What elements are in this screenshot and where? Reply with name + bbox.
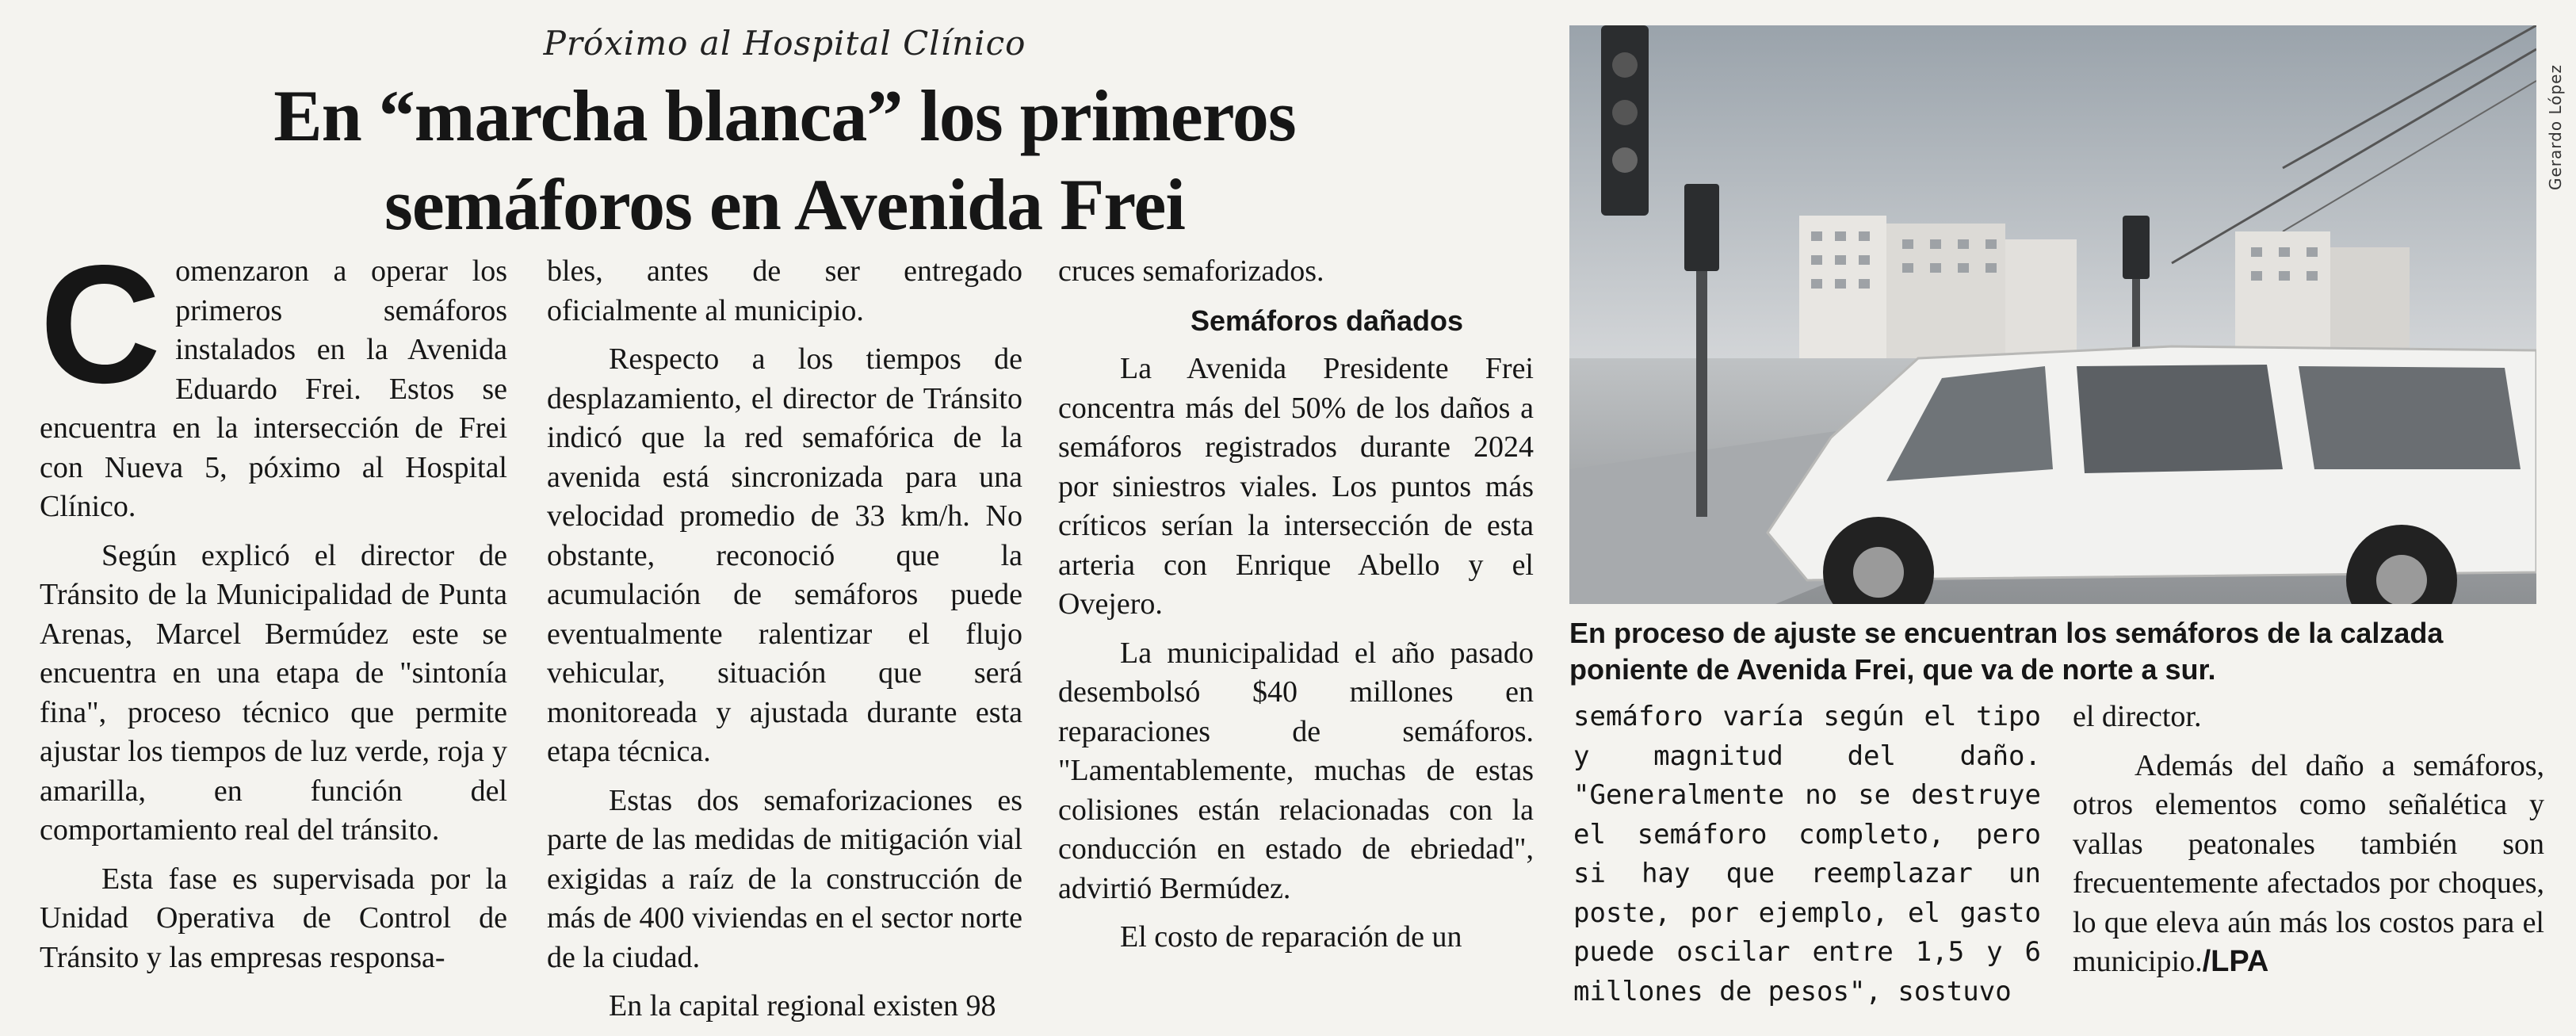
article-kicker: Próximo al Hospital Clínico [543,24,1026,63]
traffic-light-lamp [1612,100,1638,125]
column-1-paragraph-1 [40,230,507,527]
column-2-paragraph-2: Respecto a los tiempos de desplazamiento, el director de Tránsito indicó que la red semafórica de la avenida está sincronizada para una velocidad promedio de 33 km/h. No obstante, reconoció que la acumulación de semáforos puede eventualmente ralentizar el flujo vehicular, situación que será monitoreada y ajustada durante esta etapa técnica. [547,342,1022,768]
building [2005,239,2077,358]
column-1-paragraph-2: Según explicó el director de Tránsito de la Municipalidad de Punta Arenas, Marcel Bermúdez este se encuentra en una etapa de "sintonía fina", proceso técnico que permite ajustar los tiempos de luz verde, roja y amarilla, en función del comportamiento real del tránsito. [40,538,507,847]
subheading-damaged-lights: Semáforos dañados [1190,304,1464,337]
article-column-4 [1573,698,2041,1021]
traffic-light-lamp [1612,147,1638,173]
column-2-paragraph-4: En la capital regional existen 98 [609,989,996,1023]
column-3-paragraph-4: El costo de reparación de un [1120,920,1462,954]
column-5-paragraph-1: el director. [2073,700,2202,733]
column-3-paragraph-1: cruces semaforizados. [1058,254,1324,288]
column-1-paragraph-1-text: omenzaron a operar los primeros semáforos instalados en la Avenida Eduardo Frei. Estos se encuentra en la intersección de Frei con Nueva 5, póximo al Hospital Clínico. [40,254,507,523]
article-column-5 [2073,698,2544,992]
column-4-paragraph-1: semáforo varía según el tipo y magnitud del daño. "Generalmente no se destruye el semáforo completo, pero si hay que reemplazar un poste, por ejemplo, el gasto puede oscilar entre 1,5 y 6 millones de pesos", sostuvo [1573,701,2041,1007]
headline-line-2: semáforos en Avenida Frei [384,164,1185,245]
column-5-paragraph-2-text: Además del daño a semáforos, otros elementos como señalética y vallas peatonales también son frecuentemente afectados por choques, lo que eleva aún más los costos para el municipio. [2073,748,2544,978]
article-column-2 [547,252,1022,1036]
article-column-3 [1058,252,1534,967]
column-1-paragraph-3: Esta fase es supervisada por la Unidad Operativa de Control de Tránsito y las empresas responsa- [40,862,507,974]
traffic-light-middle [1684,184,1719,271]
article-headline [127,71,1443,249]
photo-credit: Gerardo López [2546,64,2565,190]
building [2330,247,2410,358]
column-2-paragraph-1: bles, antes de ser entregado oficialmente al municipio. [547,254,1022,327]
article-column-1 [40,230,507,987]
column-2-paragraph-3: Estas dos semaforizaciones es parte de las medidas de mitigación vial exigidas a raíz de la construcción de más de 400 viviendas en el sector norte de la ciudad. [547,783,1022,974]
column-5-paragraph-2 [2073,747,2544,982]
photo-caption: En proceso de ajuste se encuentran los semáforos de la calzada poniente de Avenida Frei, que va de norte a sur. [1569,617,2444,686]
street-photo [1569,25,2536,604]
column-3-paragraph-3: La municipalidad el año pasado desembolsó $40 millones en reparaciones de semáforos. "Lamentablemente, muchas de estas colisiones están relacionadas con la conducción en estado de ebriedad", advirtió Bermúdez. [1058,636,1534,905]
headline-line-1: En “marcha blanca” los primeros [273,75,1296,156]
car-window [2077,365,2283,473]
author-signature: /LPA [2202,945,2269,978]
traffic-light-right [2123,216,2150,279]
drop-cap: C [40,230,162,418]
traffic-light-lamp [1612,52,1638,78]
car-window [2299,366,2521,469]
street-photo-illustration [1569,25,2536,604]
column-3-paragraph-2: La Avenida Presidente Frei concentra más del 50% de los daños a semáforos registrados durante 2024 por siniestros viales. Los puntos más críticos serían la intersección de esta arteria con Enrique Abello y el Ovejero. [1058,352,1534,621]
